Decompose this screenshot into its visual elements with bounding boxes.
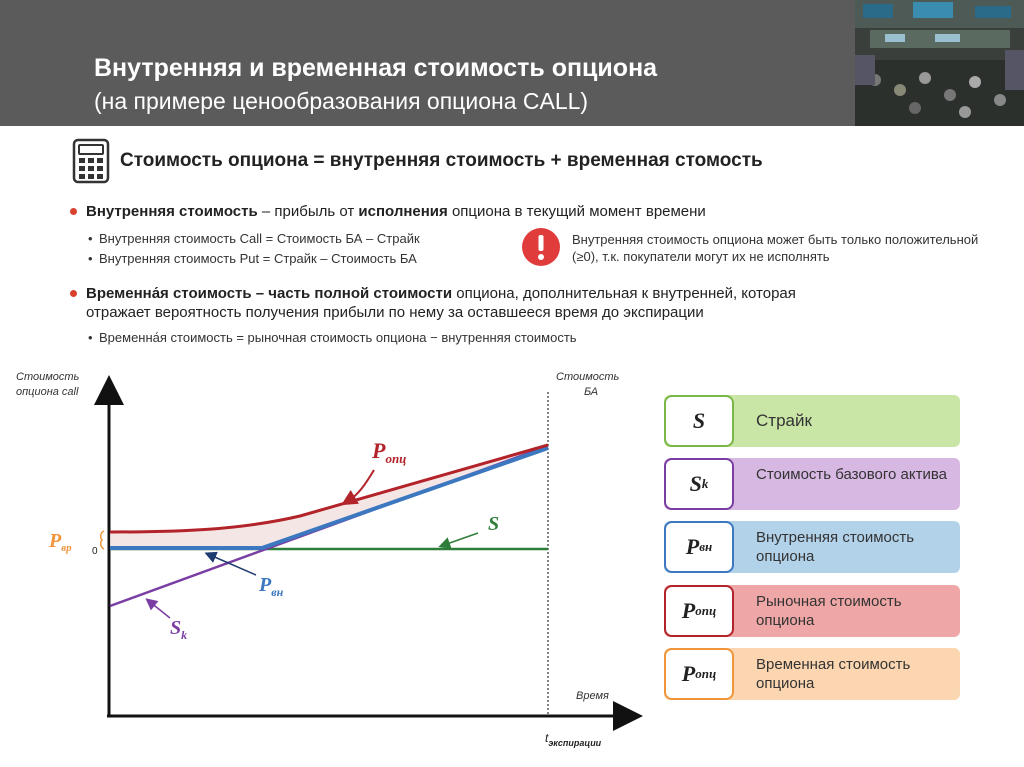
legend-item-market	[664, 585, 960, 637]
legend-item-underlying	[664, 458, 960, 510]
time-value-area	[110, 446, 548, 548]
page-title: Внутренняя и временная стоимость опциона	[94, 54, 658, 82]
warning-icon	[521, 227, 561, 272]
calculator-icon	[72, 138, 110, 189]
intrinsic-bullet: Внутренняя стоимость – прибыль от исполнения опциона в текущий момент времени	[86, 203, 706, 220]
formula-heading: Стоимость опциона = внутренняя стоимость + временная стомость	[120, 150, 763, 171]
intrinsic-term: Внутренняя стоимость	[86, 203, 258, 220]
header-bar	[0, 0, 1024, 126]
right-axis-label: Стоимость	[556, 371, 620, 383]
option-value-chart	[0, 350, 650, 767]
expiry-label: $t_{экспирации}$	[545, 731, 602, 748]
time-value-brace	[101, 531, 104, 549]
p-vr-label: $P_{вр}$	[49, 530, 72, 554]
p-opc-label: $P_{опц}$	[372, 438, 407, 466]
legend-symbol-market: P опц	[664, 585, 734, 637]
p-vn-label: $P_{вн}$	[259, 574, 284, 599]
legend-label-time-value: Временная стоимость опциона	[756, 656, 911, 692]
trading-floor-photo	[855, 0, 1024, 126]
time-value-formula: • Временна́я стоимость = рыночная стоимость опциона − внутренняя стоимость	[99, 330, 577, 345]
s-arrow	[444, 533, 478, 545]
legend-item-intrinsic	[664, 521, 960, 573]
time-value-bullet: Временна́я стоимость – часть полной стоимости опциона, дополнительная к внутренней, которая	[86, 285, 796, 302]
legend-symbol-strike: S	[664, 395, 734, 447]
time-value-line2: отражает вероятность получения прибыли по нему за оставшееся время до экспирации	[86, 304, 704, 321]
y-axis-label: Стоимость	[16, 371, 80, 383]
x-axis-label: Время	[576, 690, 609, 702]
legend-label-market: Рыночная стоимость опциона	[756, 593, 902, 629]
legend-label-strike: Страйк	[756, 411, 812, 430]
s-label: S	[488, 513, 500, 535]
right-axis-label-2: БА	[584, 386, 599, 398]
legend-label-intrinsic: Внутренняя стоимость опциона	[756, 529, 915, 565]
p-vn-arrow	[210, 555, 256, 575]
page-subtitle: (на примере ценообразования опциона CALL)	[94, 88, 589, 114]
legend-symbol-time-value: P опц	[664, 648, 734, 700]
sk-label: $S_k$	[170, 617, 188, 642]
zero-label: 0	[92, 546, 98, 557]
time-value-term: Временна́я стоимость – часть полной стоимости	[86, 285, 453, 302]
intrinsic-put-formula: • Внутренняя стоимость Put = Страйк – Стоимость БА	[99, 251, 417, 266]
legend-item-strike	[664, 395, 960, 447]
legend-item-time-value	[664, 648, 960, 700]
legend-symbol-intrinsic: P вн	[664, 521, 734, 573]
sk-arrow	[150, 602, 170, 618]
y-axis-label-2: опциона call	[16, 386, 79, 398]
warning-text: Внутренняя стоимость опциона может быть только положительной (≥0), т.к. покупатели могут их не исполнять	[572, 232, 979, 264]
intrinsic-call-formula: • Внутренняя стоимость Call = Стоимость БА – Страйк	[99, 231, 420, 246]
legend-symbol-underlying: S k	[664, 458, 734, 510]
legend-label-underlying: Стоимость базового актива	[756, 466, 947, 483]
